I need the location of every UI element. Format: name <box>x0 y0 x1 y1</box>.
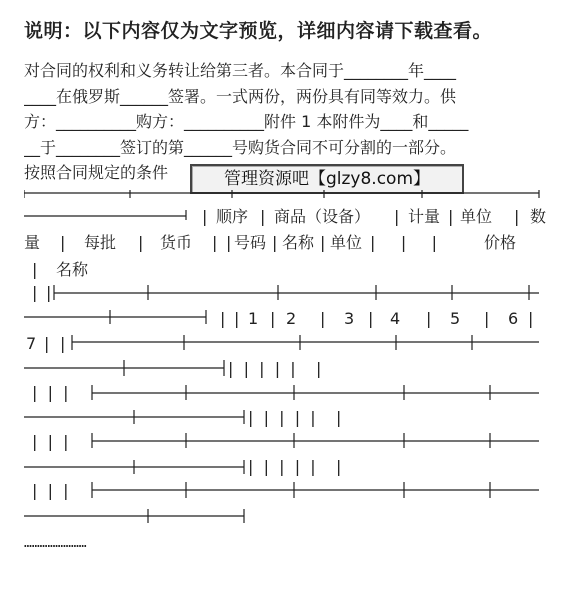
column-separators: | <box>484 309 490 328</box>
column-separators: | <box>426 309 432 328</box>
column-separators: | <box>320 309 326 328</box>
header-name: 名称 <box>282 233 315 252</box>
column-separators: | <box>212 233 218 252</box>
column-separators: | | | | | | <box>248 457 342 476</box>
header-currency: 货币 <box>160 233 193 252</box>
column-separators: | | | <box>32 432 69 451</box>
paragraph-line: 对合同的权利和义务转让给第三者。本合同于________年____ <box>24 61 457 80</box>
column-separators: | <box>202 207 208 226</box>
column-separators: | <box>226 233 232 252</box>
col-number: 3 <box>344 309 355 328</box>
header-unit: 单位 <box>460 207 493 226</box>
column-separators: | <box>46 283 52 302</box>
column-separators: | <box>368 309 374 328</box>
watermark-banner: 管理资源吧【glzy8.com】 <box>190 164 464 194</box>
ellipsis: …………………… <box>24 536 87 551</box>
col-number: 7 <box>26 334 37 353</box>
header-goods: 商品（设备） <box>274 207 371 226</box>
col-number: 6 <box>508 309 519 328</box>
column-separators: | <box>448 207 454 226</box>
col-number: 2 <box>286 309 297 328</box>
column-separators: | <box>44 334 50 353</box>
header-quantity-end: 量 <box>24 233 41 252</box>
column-separators: | <box>272 233 278 252</box>
header-quantity-start: 数 <box>530 207 547 226</box>
column-separators: | <box>32 260 38 279</box>
header-name-2: 名称 <box>56 260 89 279</box>
column-separators: | <box>138 233 144 252</box>
column-separators: | <box>260 207 266 226</box>
column-separators: | <box>234 309 240 328</box>
header-price: 价格 <box>484 233 517 252</box>
column-separators: | <box>320 233 326 252</box>
column-separators: | <box>60 233 66 252</box>
paragraph-line: 方：__________购方：__________附件 1 本附件为____和_____ <box>24 112 469 131</box>
column-separators: | <box>60 334 66 353</box>
preview-notice: 说明：以下内容仅为文字预览，详细内容请下载查看。 <box>24 20 493 42</box>
column-separators: | | | <box>370 233 438 252</box>
col-number: 5 <box>450 309 461 328</box>
header-order: 顺序 <box>216 207 249 226</box>
ascii-table <box>24 190 554 550</box>
col-number: 1 <box>248 309 259 328</box>
column-separators: | <box>514 207 520 226</box>
column-separators: | | | | | | <box>228 359 322 378</box>
col-number: 4 <box>390 309 401 328</box>
header-measure: 计量 <box>408 207 441 226</box>
column-separators: | | | <box>32 383 69 402</box>
header-unit-2: 单位 <box>330 233 363 252</box>
paragraph-line: __于________签订的第______号购货合同不可分割的一部分。 <box>24 137 457 157</box>
column-separators: | <box>270 309 276 328</box>
header-per-batch: 每批 <box>84 233 117 252</box>
column-separators: | | | <box>32 481 69 500</box>
column-separators: | <box>220 309 226 328</box>
column-separators: | <box>528 309 534 328</box>
column-separators: | <box>394 207 400 226</box>
header-number: 号码 <box>234 233 267 252</box>
paragraph-line: 按照合同规定的条件 <box>24 163 169 182</box>
column-separators: | <box>32 283 38 302</box>
paragraph-line: ____在俄罗斯______签署。一式两份，两份具有同等效力。供 <box>24 86 457 106</box>
column-separators: | | | | | | <box>248 408 342 427</box>
